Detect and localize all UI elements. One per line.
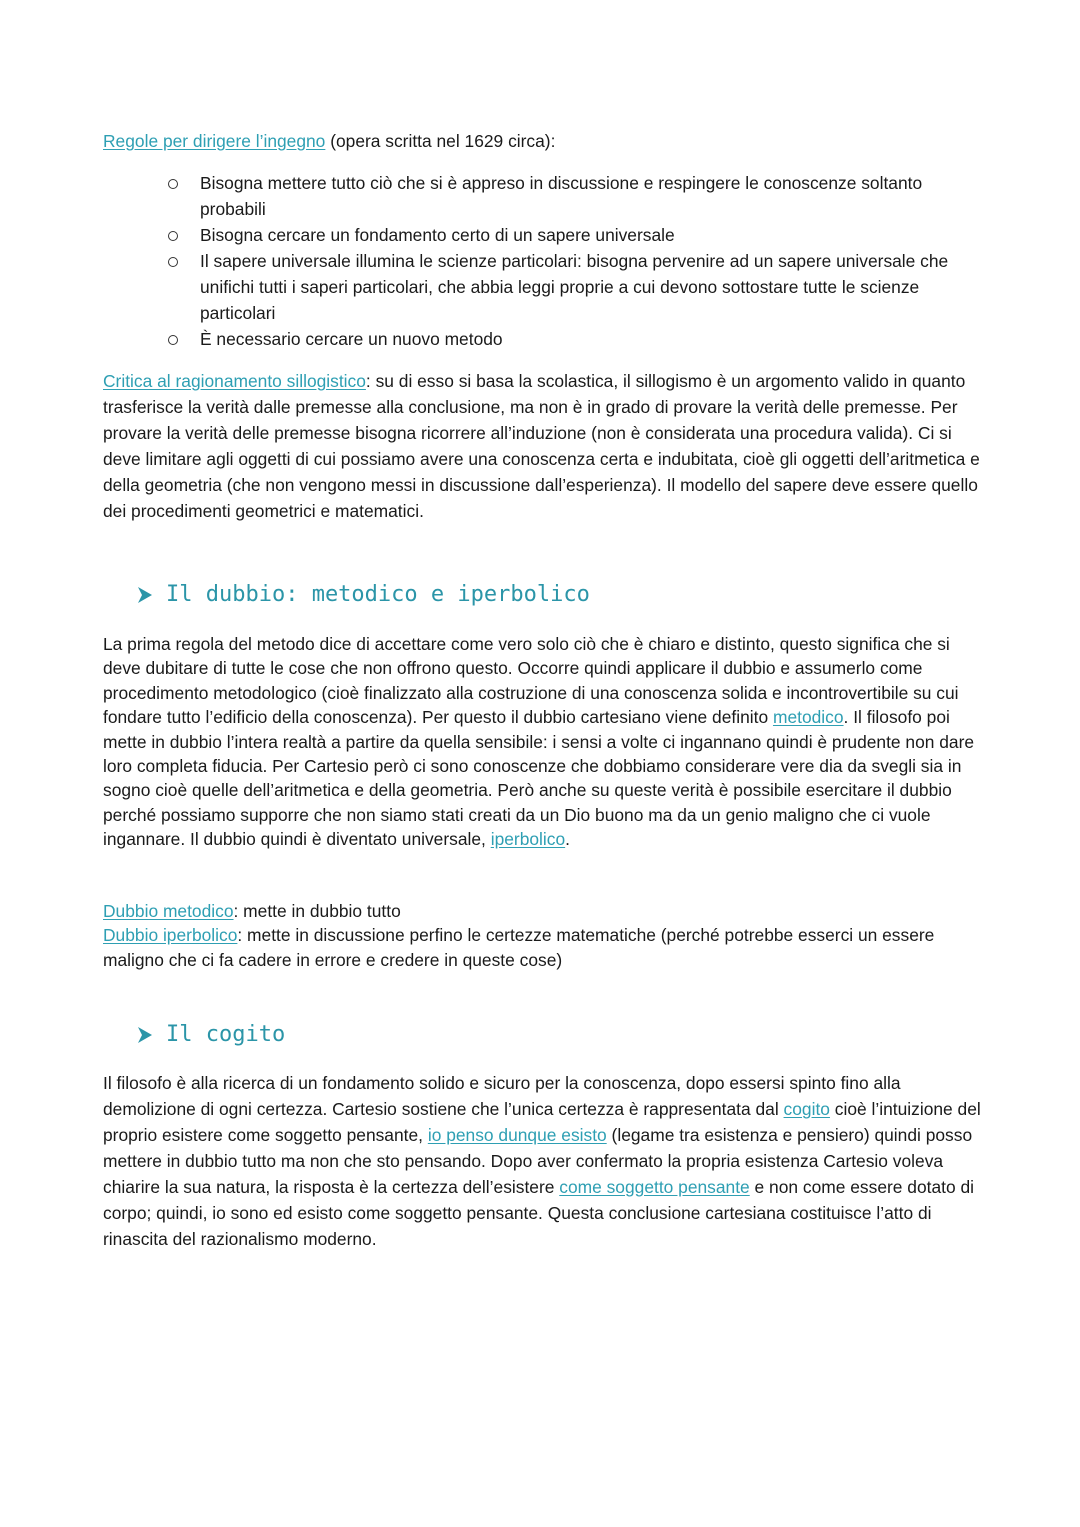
link-io-penso[interactable]: io penso dunque esisto bbox=[427, 1125, 607, 1145]
link-critica[interactable]: Critica al ragionamento sillogistico bbox=[103, 371, 366, 391]
link-regole[interactable]: Regole per dirigere l’ingegno bbox=[103, 131, 326, 151]
definitions: Dubbio metodico: mette in dubbio tutto Dubbio iperbolico: mette in discussione perfino le certezze matematiche (perché potrebbe esserci un essere maligno che ci fa cadere in errore e credere in queste cose) bbox=[103, 901, 935, 970]
circle-bullet-icon bbox=[168, 257, 178, 267]
link-iperbolico[interactable]: iperbolico bbox=[490, 829, 566, 850]
list-item: È necessario cercare un nuovo metodo bbox=[103, 326, 963, 352]
link-dubbio-iperbolico[interactable]: Dubbio iperbolico bbox=[103, 925, 238, 946]
circle-bullet-icon bbox=[168, 335, 178, 345]
intro-rest: (opera scritta nel 1629 circa): bbox=[325, 131, 556, 151]
list-item: Il sapere universale illumina le scienze particolari: bisogna pervenire ad un sapere universale che unifichi tutti i saperi particolari, che abbia leggi proprie a cui devono sottostare tutte le scienze particolari bbox=[103, 248, 963, 326]
link-metodico[interactable]: metodico bbox=[772, 707, 844, 728]
critica-paragraph: Critica al ragionamento sillogistico: su di esso si basa la scolastica, il sillogismo è un argomento valido in quanto trasferisce la verità dalle premesse alla conclusione, ma non è in grado di provare la verità delle premesse. Per provare la verità delle premesse bisogna ricorrere all’induzione (non è considerata una procedura valida). Ci si deve limitare agli oggetti di cui possiamo avere una conoscenza certa e indubitata, cioè gli oggetti dell’aritmetica e della geometria (che non vengono messi in discussione dall’esperienza). Il modello del sapere deve essere quello dei procedimenti geometrici e matematici. bbox=[103, 371, 980, 521]
heading-cogito-title: Il cogito bbox=[166, 1022, 286, 1047]
link-soggetto-pensante[interactable]: come soggetto pensante bbox=[559, 1177, 750, 1197]
heading-dubbio bbox=[136, 582, 590, 607]
intro-line bbox=[103, 128, 555, 154]
dubbio-paragraph: La prima regola del metodo dice di accettare come vero solo ciò che è chiaro e distinto, questo significa che si deve dubitare di tutte le cose che non offrono questo. Occorre quindi applicare il dubbio e assumerlo come procedimento metodologico (cioè finalizzato alla costruzione di una conoscenza solida e incontrovertibile su cui fondare tutto l’edificio della conoscenza). Per questo il dubbio cartesiano viene definito metodico. Il filosofo poi mette in dubbio l’intera realtà a partire da quella sensibile: i sensi a volte ci ingannano quindi è prudente non dare loro completa fiducia. Per Cartesio però ci sono conoscenze che dobbiamo considerare vere dia da svegli sia in sogno cioè quelle dell’aritmetica e della geometria. Però anche su queste verità è possibile esercitare il dubbio perché possiamo supporre che non siamo stati creati da un Dio buono ma da un genio maligno che ci vuole ingannare. Il dubbio quindi è diventato universale, iperbolico. bbox=[103, 634, 975, 850]
link-dubbio-metodico[interactable]: Dubbio metodico bbox=[103, 901, 234, 921]
arrow-bullet-icon bbox=[136, 585, 154, 605]
list-item: Bisogna cercare un fondamento certo di un sapere universale bbox=[103, 222, 963, 248]
cogito-paragraph: Il filosofo è alla ricerca di un fondamento solido e sicuro per la conoscenza, dopo essersi spinto fino alla demolizione di ogni certezza. Cartesio sostiene che l’unica certezza è rappresentata dal cogito cioè l’intuizione del proprio esistere come soggetto pensante, io penso dunque esisto (legame tra esistenza e pensiero) quindi posso mettere in dubbio tutto ma non che sto pensando. Dopo aver confermato la propria esistenza Cartesio voleva chiarire la sua natura, la risposta è la certezza dell’esistere come soggetto pensante e non come essere dotato di corpo; quindi, io sono ed esisto come soggetto pensante. Questa conclusione cartesiana costituisce l’atto di rinascita del razionalismo moderno. bbox=[103, 1073, 981, 1249]
heading-dubbio-title: Il dubbio: metodico e iperbolico bbox=[166, 582, 590, 607]
rules-list bbox=[103, 170, 963, 352]
list-item: Bisogna mettere tutto ciò che si è appreso in discussione e respingere le conoscenze soltanto probabili bbox=[103, 170, 963, 222]
arrow-bullet-icon bbox=[136, 1025, 154, 1045]
heading-cogito bbox=[136, 1022, 285, 1047]
circle-bullet-icon bbox=[168, 231, 178, 241]
link-cogito[interactable]: cogito bbox=[783, 1099, 830, 1119]
circle-bullet-icon bbox=[168, 179, 178, 189]
